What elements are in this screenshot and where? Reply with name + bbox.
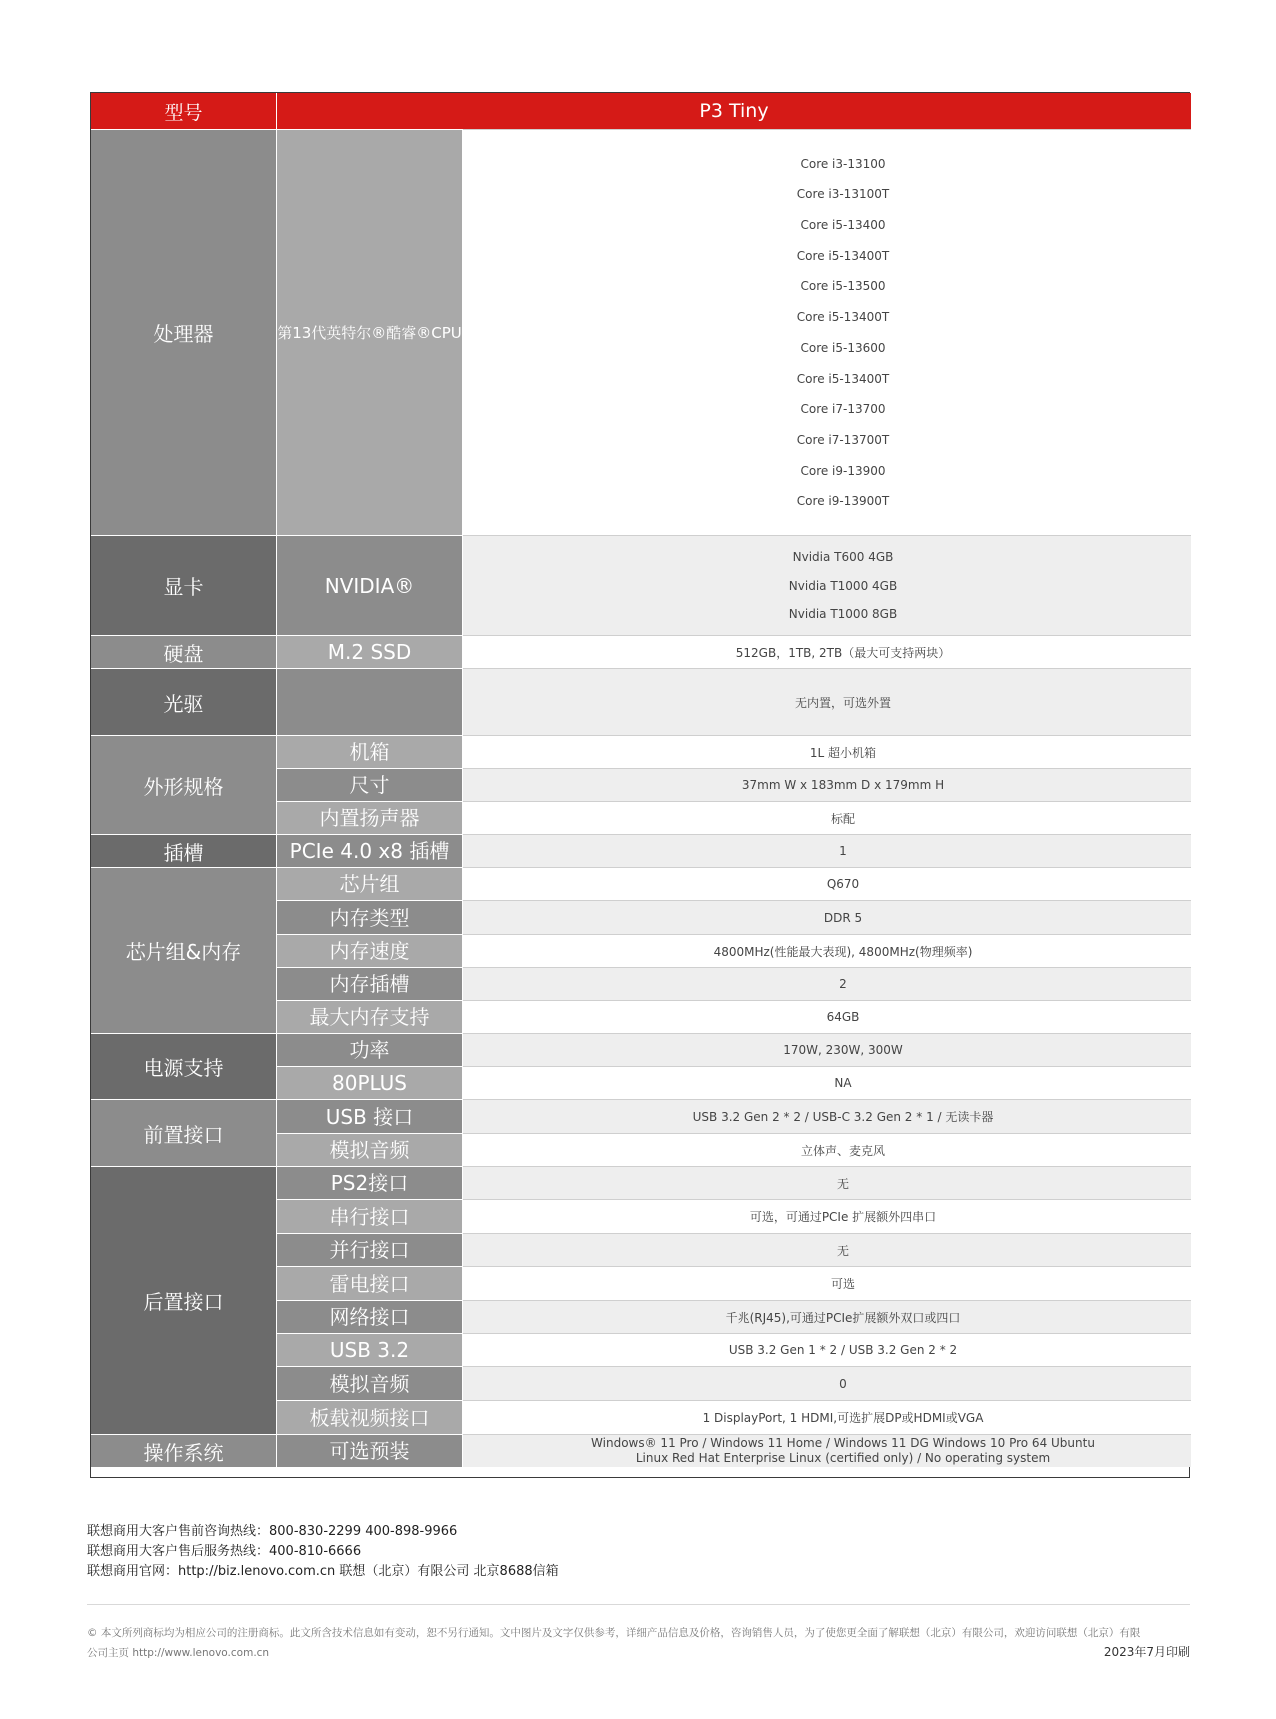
spec-value-text: 4800MHz(性能最大表现), 4800MHz(物理频率) — [713, 944, 973, 959]
spec-label: 机箱 — [277, 735, 463, 768]
spec-value-line: Core i7-13700T — [796, 432, 890, 447]
spec-value-text: 1 — [839, 844, 847, 858]
spec-value-text: 64GB — [826, 1010, 860, 1024]
spec-value-line: Core i7-13700 — [800, 402, 886, 417]
spec-value — [463, 934, 1191, 967]
spec-value — [463, 801, 1191, 834]
spec-value-text: NA — [834, 1076, 852, 1090]
spec-value-line: Core i5-13400 — [800, 218, 886, 233]
spec-label: 模拟音频 — [277, 1133, 463, 1166]
spec-value — [463, 1066, 1191, 1099]
spec-value — [463, 1333, 1191, 1366]
footer — [87, 1623, 1190, 1663]
spec-value-line: Nvidia T1000 4GB — [788, 578, 898, 593]
spec-value — [463, 1000, 1191, 1033]
category-cell: 操作系统 — [91, 1434, 277, 1467]
spec-label: 可选预装 — [277, 1434, 463, 1467]
spec-label: NVIDIA® — [277, 535, 463, 635]
category-cell: 插槽 — [91, 834, 277, 867]
spec-label — [277, 668, 463, 735]
spec-value-line: Core i5-13500 — [800, 279, 886, 294]
spec-label: 并行接口 — [277, 1233, 463, 1266]
spec-value-text: USB 3.2 Gen 1 * 2 / USB 3.2 Gen 2 * 2 — [728, 1343, 958, 1357]
footer-divider — [87, 1604, 1190, 1605]
category-cell: 后置接口 — [91, 1166, 277, 1434]
spec-value — [463, 668, 1191, 735]
model-label-header: 型号 — [91, 93, 277, 129]
spec-label: 雷电接口 — [277, 1266, 463, 1300]
spec-value — [463, 1266, 1191, 1300]
spec-value-line: Linux Red Hat Enterprise Linux (certified only) / No operating system — [635, 1451, 1051, 1465]
spec-value-line: Core i3-13100T — [796, 187, 890, 202]
spec-value-text: 1L 超小机箱 — [809, 745, 877, 760]
spec-value — [463, 768, 1191, 801]
spec-value-text: 立体声、麦克风 — [800, 1143, 885, 1158]
spec-label: 尺寸 — [277, 768, 463, 801]
spec-value-text: 1 DisplayPort, 1 HDMI,可选扩展DP或HDMI或VGA — [702, 1411, 984, 1425]
category-cell: 显卡 — [91, 535, 277, 635]
category-cell: 前置接口 — [91, 1099, 277, 1166]
spec-value-text: 512GB，1TB, 2TB（最大可支持两块） — [735, 645, 951, 660]
spec-value-text: Q670 — [826, 877, 860, 891]
category-cell: 光驱 — [91, 668, 277, 735]
spec-value-text: USB 3.2 Gen 2 * 2 / USB-C 3.2 Gen 2 * 1 / 无读卡器 — [692, 1110, 994, 1124]
spec-label: 模拟音频 — [277, 1366, 463, 1400]
spec-label: 内存类型 — [277, 900, 463, 934]
presales-hotline: 联想商用大客户售前咨询热线：800-830-2299 400-898-9966 — [87, 1524, 458, 1539]
category-cell: 处理器 — [91, 129, 277, 535]
spec-value — [463, 834, 1191, 867]
spec-value — [463, 1300, 1191, 1333]
spec-value-line: Nvidia T600 4GB — [792, 550, 894, 565]
spec-value-line: Core i9-13900T — [796, 494, 890, 509]
spec-value — [463, 129, 1191, 535]
spec-label: PCIe 4.0 x8 插槽 — [277, 834, 463, 867]
spec-value-text: 0 — [839, 1376, 847, 1391]
spec-value — [463, 1133, 1191, 1166]
spec-label: 最大内存支持 — [277, 1000, 463, 1033]
contact-info — [87, 1522, 1187, 1582]
spec-value — [463, 1033, 1191, 1066]
spec-value-line: Core i5-13400T — [796, 248, 890, 263]
spec-value — [463, 1166, 1191, 1199]
spec-value-text: 无 — [836, 1243, 849, 1258]
spec-value-text: 37mm W x 183mm D x 179mm H — [741, 778, 945, 792]
spec-value — [463, 735, 1191, 768]
spec-label: PS2接口 — [277, 1166, 463, 1199]
spec-label: 内存插槽 — [277, 967, 463, 1000]
spec-label: USB 3.2 — [277, 1333, 463, 1366]
spec-value — [463, 900, 1191, 934]
homepage-link[interactable]: 公司主页 http://www.lenovo.com.cn — [87, 1647, 270, 1659]
spec-value-line: Core i5-13600 — [800, 340, 886, 355]
spec-value-text: DDR 5 — [823, 910, 863, 925]
spec-value-text: 千兆(RJ45),可通过PCIe扩展额外双口或四口 — [725, 1310, 961, 1325]
spec-label: 功率 — [277, 1033, 463, 1066]
spec-value-line: Core i3-13100 — [800, 156, 886, 171]
spec-value — [463, 635, 1191, 668]
category-cell: 外形规格 — [91, 735, 277, 834]
spec-value-text: 170W, 230W, 300W — [783, 1043, 903, 1057]
spec-value-line: Core i5-13400T — [796, 310, 890, 325]
spec-value — [463, 867, 1191, 900]
spec-label: M.2 SSD — [277, 635, 463, 668]
spec-label: 板载视频接口 — [277, 1400, 463, 1434]
print-date: 2023年7月印刷 — [1103, 1645, 1190, 1659]
spec-label: 第13代英特尔®酷睿®CPU — [277, 129, 463, 535]
spec-value — [463, 1233, 1191, 1266]
spec-value-text: 可选 — [830, 1277, 855, 1291]
spec-value-text: 标配 — [830, 811, 855, 826]
spec-value-text: 可选，可通过PCIe 扩展额外四串口 — [749, 1210, 937, 1224]
spec-value — [463, 1366, 1191, 1400]
spec-label: 内存速度 — [277, 934, 463, 967]
spec-value-line: Nvidia T1000 8GB — [788, 606, 898, 621]
spec-label: 网络接口 — [277, 1300, 463, 1333]
aftersales-hotline: 联想商用大客户售后服务热线：400-810-6666 — [87, 1544, 362, 1559]
model-name-header: P3 Tiny — [277, 93, 1191, 129]
category-cell: 电源支持 — [91, 1033, 277, 1099]
spec-value — [463, 535, 1191, 635]
spec-label: 内置扬声器 — [277, 801, 463, 834]
spec-label: 芯片组 — [277, 867, 463, 900]
spec-value-line: Windows® 11 Pro / Windows 11 Home / Windows 11 DG Windows 10 Pro 64 Ubuntu — [591, 1436, 1095, 1450]
spec-value — [463, 967, 1191, 1000]
spec-value-text: 无内置，可选外置 — [794, 695, 891, 710]
spec-value — [463, 1199, 1191, 1233]
spec-value-line: Core i5-13400T — [796, 371, 890, 386]
spec-value-text: 无 — [836, 1176, 849, 1191]
spec-value — [463, 1400, 1191, 1434]
spec-value — [463, 1099, 1191, 1133]
spec-value-line: Core i9-13900 — [800, 463, 886, 478]
spec-table — [90, 92, 1190, 1478]
disclaimer-text: © 本文所列商标均为相应公司的注册商标。此文所含技术信息如有变动，恕不另行通知。文中图片及文字仅供参考，详细产品信息及价格，咨询销售人员，为了使您更全面了解联想（北京）有限公司，欢迎访问联想（北京）有限 — [87, 1627, 1141, 1639]
spec-label: 串行接口 — [277, 1199, 463, 1233]
spec-value — [463, 1434, 1191, 1467]
official-website[interactable]: 联想商用官网：http://biz.lenovo.com.cn 联想（北京）有限公司 北京8688信箱 — [87, 1564, 559, 1579]
category-cell: 芯片组&内存 — [91, 867, 277, 1033]
spec-label: USB 接口 — [277, 1099, 463, 1133]
category-cell: 硬盘 — [91, 635, 277, 668]
spec-value-text: 2 — [839, 977, 847, 991]
spec-label: 80PLUS — [277, 1066, 463, 1099]
